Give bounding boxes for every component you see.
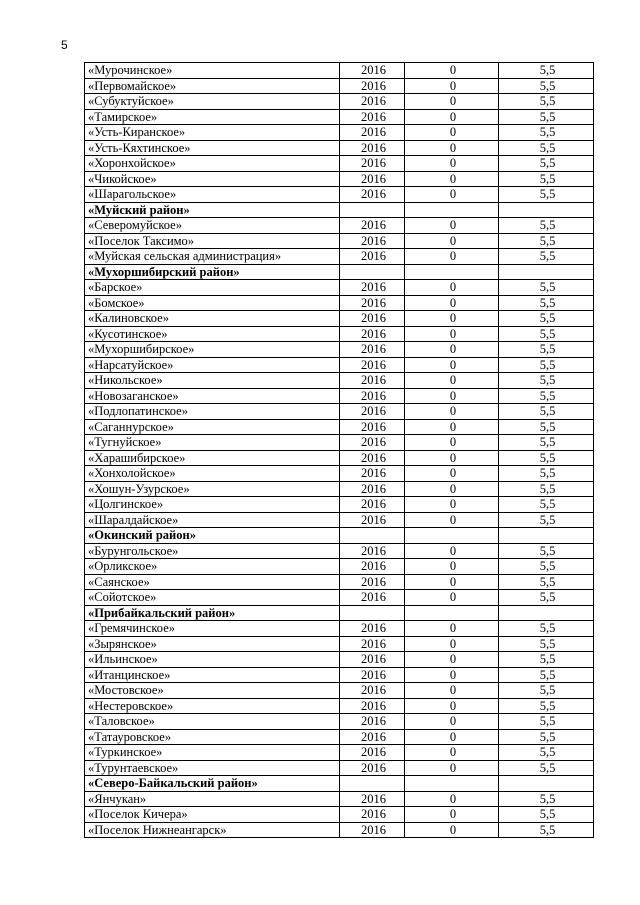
rate-cell: 5,5	[499, 543, 594, 559]
rate-cell: 5,5	[499, 249, 594, 265]
year-cell: 2016	[340, 311, 405, 327]
rate-cell: 5,5	[499, 636, 594, 652]
rate-cell: 5,5	[499, 187, 594, 203]
year-cell: 2016	[340, 326, 405, 342]
settlement-name-cell: «Бурунгольское»	[85, 543, 340, 559]
value-cell: 0	[405, 249, 499, 265]
rate-cell: 5,5	[499, 373, 594, 389]
settlement-name-cell: «Усть-Кяхтинское»	[85, 140, 340, 156]
value-cell	[405, 202, 499, 218]
year-cell	[340, 605, 405, 621]
year-cell: 2016	[340, 543, 405, 559]
year-cell: 2016	[340, 109, 405, 125]
settlement-name-cell: «Нарсатуйское»	[85, 357, 340, 373]
value-cell: 0	[405, 435, 499, 451]
value-cell: 0	[405, 280, 499, 296]
year-cell: 2016	[340, 450, 405, 466]
settlement-name-cell: «Мостовское»	[85, 683, 340, 699]
rate-cell	[499, 605, 594, 621]
table-row	[85, 311, 594, 327]
settlement-name-cell: «Хонхолойское»	[85, 466, 340, 482]
table-row	[85, 280, 594, 296]
year-cell: 2016	[340, 791, 405, 807]
value-cell: 0	[405, 729, 499, 745]
settlement-name-cell: «Шарагольское»	[85, 187, 340, 203]
settlement-name-cell: «Субуктуйское»	[85, 94, 340, 110]
table-row	[85, 342, 594, 358]
settlement-name-cell: «Новозаганское»	[85, 388, 340, 404]
settlement-name-cell: «Хошун-Узурское»	[85, 481, 340, 497]
table-row	[85, 698, 594, 714]
rate-cell: 5,5	[499, 450, 594, 466]
value-cell: 0	[405, 760, 499, 776]
year-cell: 2016	[340, 574, 405, 590]
table-row	[85, 187, 594, 203]
value-cell: 0	[405, 791, 499, 807]
rate-cell: 5,5	[499, 218, 594, 234]
rate-cell: 5,5	[499, 760, 594, 776]
rate-cell: 5,5	[499, 559, 594, 575]
year-cell: 2016	[340, 652, 405, 668]
value-cell: 0	[405, 466, 499, 482]
page-number: 5	[61, 38, 68, 52]
value-cell: 0	[405, 636, 499, 652]
year-cell	[340, 528, 405, 544]
year-cell: 2016	[340, 512, 405, 528]
settlement-name-cell: «Мурочинское»	[85, 63, 340, 79]
year-cell: 2016	[340, 357, 405, 373]
rate-cell: 5,5	[499, 357, 594, 373]
table-row	[85, 357, 594, 373]
table-row	[85, 156, 594, 172]
settlement-name-cell: «Орликское»	[85, 559, 340, 575]
settlement-name-cell: «Зырянское»	[85, 636, 340, 652]
table-row	[85, 559, 594, 575]
value-cell	[405, 528, 499, 544]
settlement-name-cell: «Никольское»	[85, 373, 340, 389]
settlement-name-cell: «Туркинское»	[85, 745, 340, 761]
value-cell: 0	[405, 559, 499, 575]
table-row	[85, 218, 594, 234]
table-row	[85, 791, 594, 807]
settlement-name-cell: «Поселок Нижнеангарск»	[85, 822, 340, 838]
settlement-name-cell: «Мухоршибирское»	[85, 342, 340, 358]
rate-cell: 5,5	[499, 94, 594, 110]
value-cell: 0	[405, 187, 499, 203]
value-cell: 0	[405, 807, 499, 823]
value-cell: 0	[405, 822, 499, 838]
rate-cell: 5,5	[499, 481, 594, 497]
year-cell: 2016	[340, 342, 405, 358]
table-row	[85, 435, 594, 451]
rate-cell: 5,5	[499, 590, 594, 606]
value-cell: 0	[405, 342, 499, 358]
settlement-name-cell: «Усть-Киранское»	[85, 125, 340, 141]
value-cell	[405, 776, 499, 792]
settlement-name-cell: «Янчукан»	[85, 791, 340, 807]
year-cell: 2016	[340, 714, 405, 730]
table-row	[85, 636, 594, 652]
table-row	[85, 481, 594, 497]
rate-cell: 5,5	[499, 512, 594, 528]
settlement-name-cell: «Калиновское»	[85, 311, 340, 327]
value-cell: 0	[405, 373, 499, 389]
value-cell: 0	[405, 652, 499, 668]
table-row	[85, 326, 594, 342]
settlement-name-cell: «Турунтаевское»	[85, 760, 340, 776]
value-cell: 0	[405, 94, 499, 110]
settlement-name-cell: «Итанцинское»	[85, 667, 340, 683]
table-row	[85, 125, 594, 141]
table-row	[85, 683, 594, 699]
value-cell: 0	[405, 63, 499, 79]
table-row	[85, 388, 594, 404]
table-body	[85, 63, 594, 838]
year-cell: 2016	[340, 295, 405, 311]
value-cell: 0	[405, 156, 499, 172]
rate-cell: 5,5	[499, 822, 594, 838]
value-cell: 0	[405, 698, 499, 714]
year-cell: 2016	[340, 94, 405, 110]
rate-cell	[499, 528, 594, 544]
settlement-name-cell: «Чикойское»	[85, 171, 340, 187]
rate-cell: 5,5	[499, 78, 594, 94]
table-row	[85, 78, 594, 94]
rate-cell: 5,5	[499, 233, 594, 249]
table-row	[85, 745, 594, 761]
year-cell: 2016	[340, 388, 405, 404]
value-cell: 0	[405, 543, 499, 559]
table-row	[85, 140, 594, 156]
value-cell: 0	[405, 357, 499, 373]
year-cell: 2016	[340, 822, 405, 838]
year-cell: 2016	[340, 419, 405, 435]
settlement-name-cell: «Окинский район»	[85, 528, 340, 544]
rate-cell: 5,5	[499, 156, 594, 172]
settlement-name-cell: «Муйский район»	[85, 202, 340, 218]
rate-cell: 5,5	[499, 652, 594, 668]
table-row	[85, 109, 594, 125]
year-cell: 2016	[340, 140, 405, 156]
rate-cell: 5,5	[499, 497, 594, 513]
value-cell	[405, 264, 499, 280]
settlement-name-cell: «Муйская сельская администрация»	[85, 249, 340, 265]
table-row	[85, 574, 594, 590]
rate-cell	[499, 776, 594, 792]
data-table	[84, 62, 594, 838]
value-cell: 0	[405, 714, 499, 730]
settlement-name-cell: «Ильинское»	[85, 652, 340, 668]
settlement-name-cell: «Северо-Байкальский район»	[85, 776, 340, 792]
rate-cell: 5,5	[499, 683, 594, 699]
table-row	[85, 667, 594, 683]
settlement-name-cell: «Прибайкальский район»	[85, 605, 340, 621]
rate-cell: 5,5	[499, 404, 594, 420]
value-cell: 0	[405, 745, 499, 761]
value-cell: 0	[405, 450, 499, 466]
value-cell: 0	[405, 171, 499, 187]
settlement-name-cell: «Мухоршибирский район»	[85, 264, 340, 280]
settlement-name-cell: «Поселок Таксимо»	[85, 233, 340, 249]
value-cell: 0	[405, 295, 499, 311]
table-row	[85, 512, 594, 528]
rate-cell: 5,5	[499, 667, 594, 683]
rate-cell: 5,5	[499, 435, 594, 451]
table-row	[85, 171, 594, 187]
settlement-name-cell: «Подлопатинское»	[85, 404, 340, 420]
table-row	[85, 714, 594, 730]
year-cell: 2016	[340, 729, 405, 745]
rate-cell	[499, 264, 594, 280]
settlement-name-cell: «Татауровское»	[85, 729, 340, 745]
year-cell: 2016	[340, 667, 405, 683]
year-cell	[340, 264, 405, 280]
year-cell: 2016	[340, 233, 405, 249]
table-row	[85, 249, 594, 265]
rate-cell: 5,5	[499, 698, 594, 714]
year-cell: 2016	[340, 481, 405, 497]
settlement-name-cell: «Барское»	[85, 280, 340, 296]
district-row	[85, 605, 594, 621]
year-cell: 2016	[340, 745, 405, 761]
table-row	[85, 807, 594, 823]
rate-cell: 5,5	[499, 171, 594, 187]
year-cell: 2016	[340, 683, 405, 699]
rate-cell: 5,5	[499, 109, 594, 125]
settlement-name-cell: «Таловское»	[85, 714, 340, 730]
year-cell: 2016	[340, 280, 405, 296]
settlement-name-cell: «Поселок Кичера»	[85, 807, 340, 823]
year-cell: 2016	[340, 125, 405, 141]
settlement-name-cell: «Северомуйское»	[85, 218, 340, 234]
year-cell: 2016	[340, 63, 405, 79]
year-cell: 2016	[340, 636, 405, 652]
rate-cell: 5,5	[499, 388, 594, 404]
value-cell: 0	[405, 233, 499, 249]
value-cell: 0	[405, 512, 499, 528]
value-cell: 0	[405, 109, 499, 125]
settlement-name-cell: «Шаралдайское»	[85, 512, 340, 528]
value-cell: 0	[405, 667, 499, 683]
year-cell	[340, 202, 405, 218]
value-cell: 0	[405, 218, 499, 234]
rate-cell: 5,5	[499, 574, 594, 590]
settlement-name-cell: «Харашибирское»	[85, 450, 340, 466]
rate-cell: 5,5	[499, 729, 594, 745]
settlement-name-cell: «Сойотское»	[85, 590, 340, 606]
year-cell: 2016	[340, 218, 405, 234]
value-cell: 0	[405, 481, 499, 497]
value-cell	[405, 605, 499, 621]
year-cell: 2016	[340, 78, 405, 94]
value-cell: 0	[405, 326, 499, 342]
settlement-name-cell: «Саянское»	[85, 574, 340, 590]
rate-cell: 5,5	[499, 466, 594, 482]
year-cell: 2016	[340, 404, 405, 420]
value-cell: 0	[405, 621, 499, 637]
year-cell: 2016	[340, 171, 405, 187]
rate-cell: 5,5	[499, 140, 594, 156]
table-row	[85, 543, 594, 559]
settlement-name-cell: «Цолгинское»	[85, 497, 340, 513]
settlement-name-cell: «Саганнурское»	[85, 419, 340, 435]
rate-cell: 5,5	[499, 714, 594, 730]
table-row	[85, 590, 594, 606]
rate-cell: 5,5	[499, 326, 594, 342]
table-row	[85, 652, 594, 668]
value-cell: 0	[405, 404, 499, 420]
rate-cell: 5,5	[499, 342, 594, 358]
year-cell: 2016	[340, 621, 405, 637]
year-cell: 2016	[340, 466, 405, 482]
rate-cell: 5,5	[499, 807, 594, 823]
table-row	[85, 94, 594, 110]
value-cell: 0	[405, 311, 499, 327]
settlement-name-cell: «Тамирское»	[85, 109, 340, 125]
rate-cell: 5,5	[499, 295, 594, 311]
rate-cell: 5,5	[499, 63, 594, 79]
year-cell: 2016	[340, 590, 405, 606]
table-row	[85, 822, 594, 838]
table-row	[85, 63, 594, 79]
year-cell	[340, 776, 405, 792]
table-row	[85, 760, 594, 776]
district-row	[85, 202, 594, 218]
year-cell: 2016	[340, 559, 405, 575]
table-row	[85, 233, 594, 249]
rate-cell: 5,5	[499, 791, 594, 807]
value-cell: 0	[405, 497, 499, 513]
value-cell: 0	[405, 574, 499, 590]
district-row	[85, 528, 594, 544]
rate-cell: 5,5	[499, 621, 594, 637]
rate-cell: 5,5	[499, 419, 594, 435]
table-row	[85, 373, 594, 389]
year-cell: 2016	[340, 807, 405, 823]
year-cell: 2016	[340, 497, 405, 513]
value-cell: 0	[405, 78, 499, 94]
value-cell: 0	[405, 388, 499, 404]
table-row	[85, 729, 594, 745]
year-cell: 2016	[340, 698, 405, 714]
rate-cell	[499, 202, 594, 218]
settlement-name-cell: «Хоронхойское»	[85, 156, 340, 172]
table-row	[85, 497, 594, 513]
table-row	[85, 450, 594, 466]
table-row	[85, 621, 594, 637]
year-cell: 2016	[340, 435, 405, 451]
year-cell: 2016	[340, 760, 405, 776]
rate-cell: 5,5	[499, 745, 594, 761]
rate-cell: 5,5	[499, 311, 594, 327]
year-cell: 2016	[340, 156, 405, 172]
settlement-name-cell: «Нестеровское»	[85, 698, 340, 714]
value-cell: 0	[405, 419, 499, 435]
rate-cell: 5,5	[499, 125, 594, 141]
table-row	[85, 404, 594, 420]
settlement-name-cell: «Первомайское»	[85, 78, 340, 94]
table-row	[85, 419, 594, 435]
table-row	[85, 295, 594, 311]
value-cell: 0	[405, 125, 499, 141]
year-cell: 2016	[340, 187, 405, 203]
settlement-name-cell: «Кусотинское»	[85, 326, 340, 342]
table-row	[85, 466, 594, 482]
settlement-name-cell: «Бомское»	[85, 295, 340, 311]
value-cell: 0	[405, 590, 499, 606]
value-cell: 0	[405, 683, 499, 699]
settlement-name-cell: «Гремячинское»	[85, 621, 340, 637]
rate-cell: 5,5	[499, 280, 594, 296]
district-row	[85, 776, 594, 792]
year-cell: 2016	[340, 249, 405, 265]
year-cell: 2016	[340, 373, 405, 389]
value-cell: 0	[405, 140, 499, 156]
settlement-name-cell: «Тугнуйское»	[85, 435, 340, 451]
district-row	[85, 264, 594, 280]
